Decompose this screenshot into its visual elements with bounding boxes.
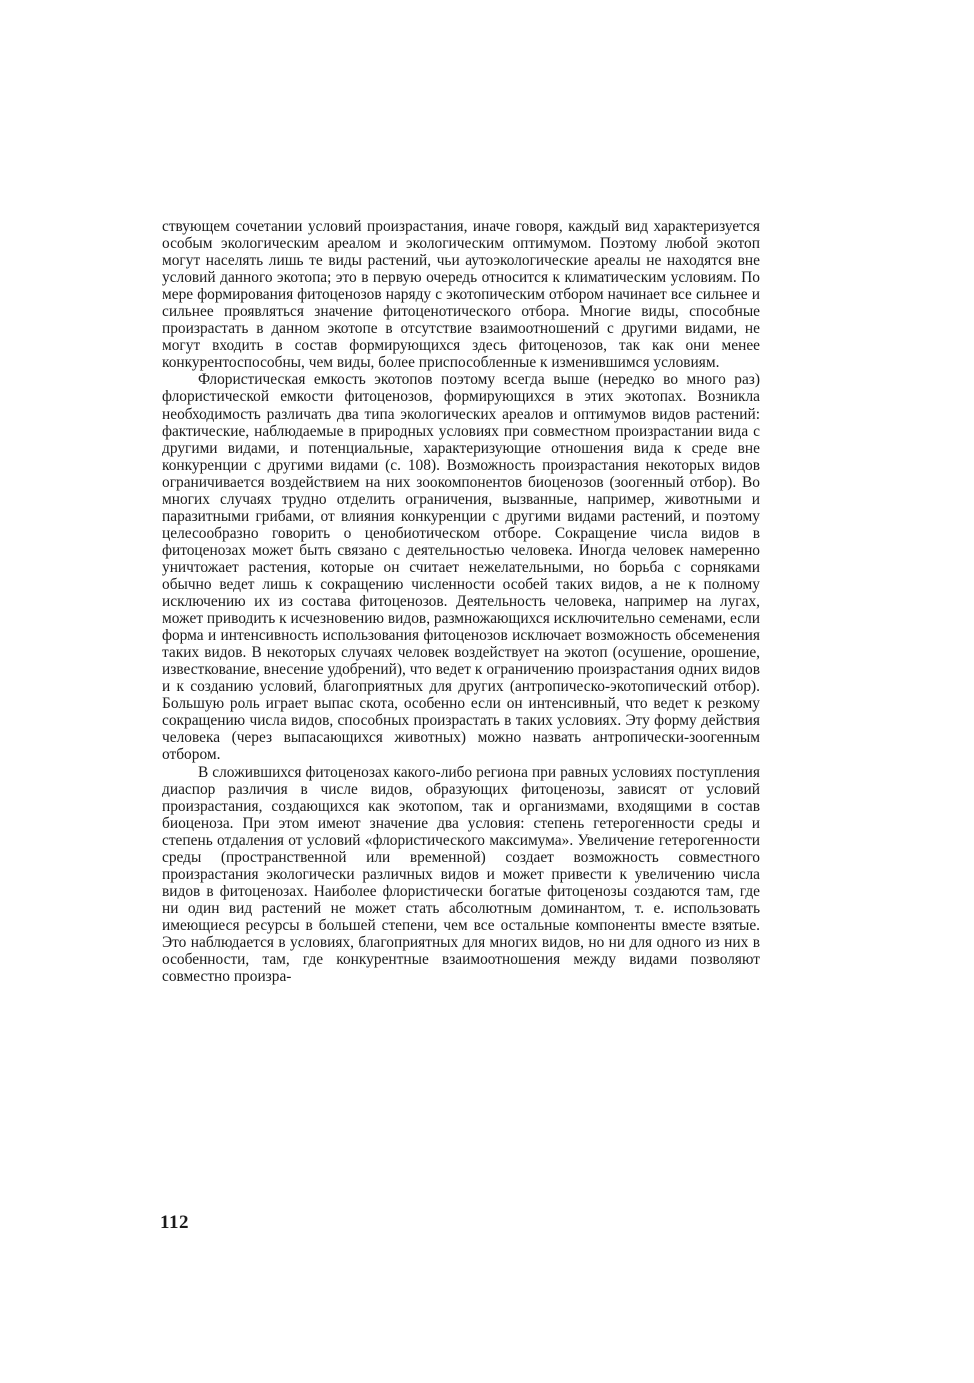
body-text xyxy=(162,218,760,985)
paragraph-1: ствующем сочетании условий произрастания, иначе говоря, каждый вид характеризуется особым экологическим ареалом и экологическим оптимумом. Поэтому любой экотоп могут населять лишь те виды растений, чьи аутоэкологические ареалы не находятся вне условий данного экотопа; это в первую очередь относится к климатическим условиям. По мере формирования фитоценозов наряду с экотопическим отбором начинает все сильнее и сильнее проявляться значение фитоценотического отбора. Многие виды, способные произрастать в данном экотопе в отсутствие взаимоотношений с другими видами, не могут входить в состав формирующихся здесь фитоценозов, так как они менее конкурентоспособны, чем виды, более приспособленные к изменившимся условиям. xyxy=(162,218,760,372)
page-number: 112 xyxy=(160,1212,189,1233)
paragraph-3: В сложившихся фитоценозах какого-либо региона при равных условиях поступления диаспор различия в числе видов, образующих фитоценозы, зависят от условий произрастания, создающихся как экотопом, так и организмами, входящими в состав биоценоза. При этом имеют значение два условия: степень гетерогенности среды и степень отдаления от условий «флористического максимума». Увеличение гетерогенности среды (пространственной или временной) создает возможность совместного произрастания экологически различных видов и может привести к увеличению числа видов в фитоценозах. Наиболее флористически богатые фитоценозы создаются там, где ни один вид растений не может стать абсолютным доминантом, т. е. использовать имеющиеся ресурсы в большей степени, чем все остальные компоненты вместе взятые. Это наблюдается в условиях, благоприятных для многих видов, но ни для одного из них в особенности, там, где конкурентные взаимоотношения между видами позволяют совместно произра- xyxy=(162,763,760,986)
paragraph-2: Флористическая емкость экотопов поэтому всегда выше (нередко во много раз) флористической емкости фитоценозов, формирующихся в этих экотопах. Возникла необходимость различать два типа экологических ареалов и оптимумов видов растений: фактические, наблюдаемые в природных условиях при совместном произрастании вида с другими видами, и потенциальные, характеризующие отношения вида к среде вне конкуренции с другими видами (с. 108). Возможность произрастания некоторых видов ограничивается воздействием на них зоокомпонентов биоценозов (зоогенный отбор). Во многих случаях трудно отделить ограничения, вызванные, например, животными и паразитными грибами, от влияния конкуренции с другими видами растений, и поэтому целесообразно говорить о ценобиотическом отборе. Сокращение числа видов в фитоценозах может быть связано с деятельностью человека. Иногда человек намеренно уничтожает растения, которые он считает нежелательными, но борьба с сорняками обычно ведет лишь к сокращению численности особей таких видов, а не к полному исключению их из состава фитоценозов. Деятельность человека, например на лугах, может приводить к исчезновению видов, размножающихся исключительно семенами, если форма и интенсивность использования фитоценозов исключает возможность обсеменения таких видов. В некоторых случаях человек воздействует на экотоп (осушение, орошение, известкование, внесение удобрений), что ведет к ограничению произрастания одних видов и к созданию условий, благоприятных для других (антропическо-экотопический отбор). Большую роль играет выпас скота, особенно если он интенсивный, что ведет к резкому сокращению числа видов, способных произрастать в таких условиях. Эту форму действия человека (через выпасающихся животных) можно назвать антропически-зоогенным отбором. xyxy=(162,371,760,764)
